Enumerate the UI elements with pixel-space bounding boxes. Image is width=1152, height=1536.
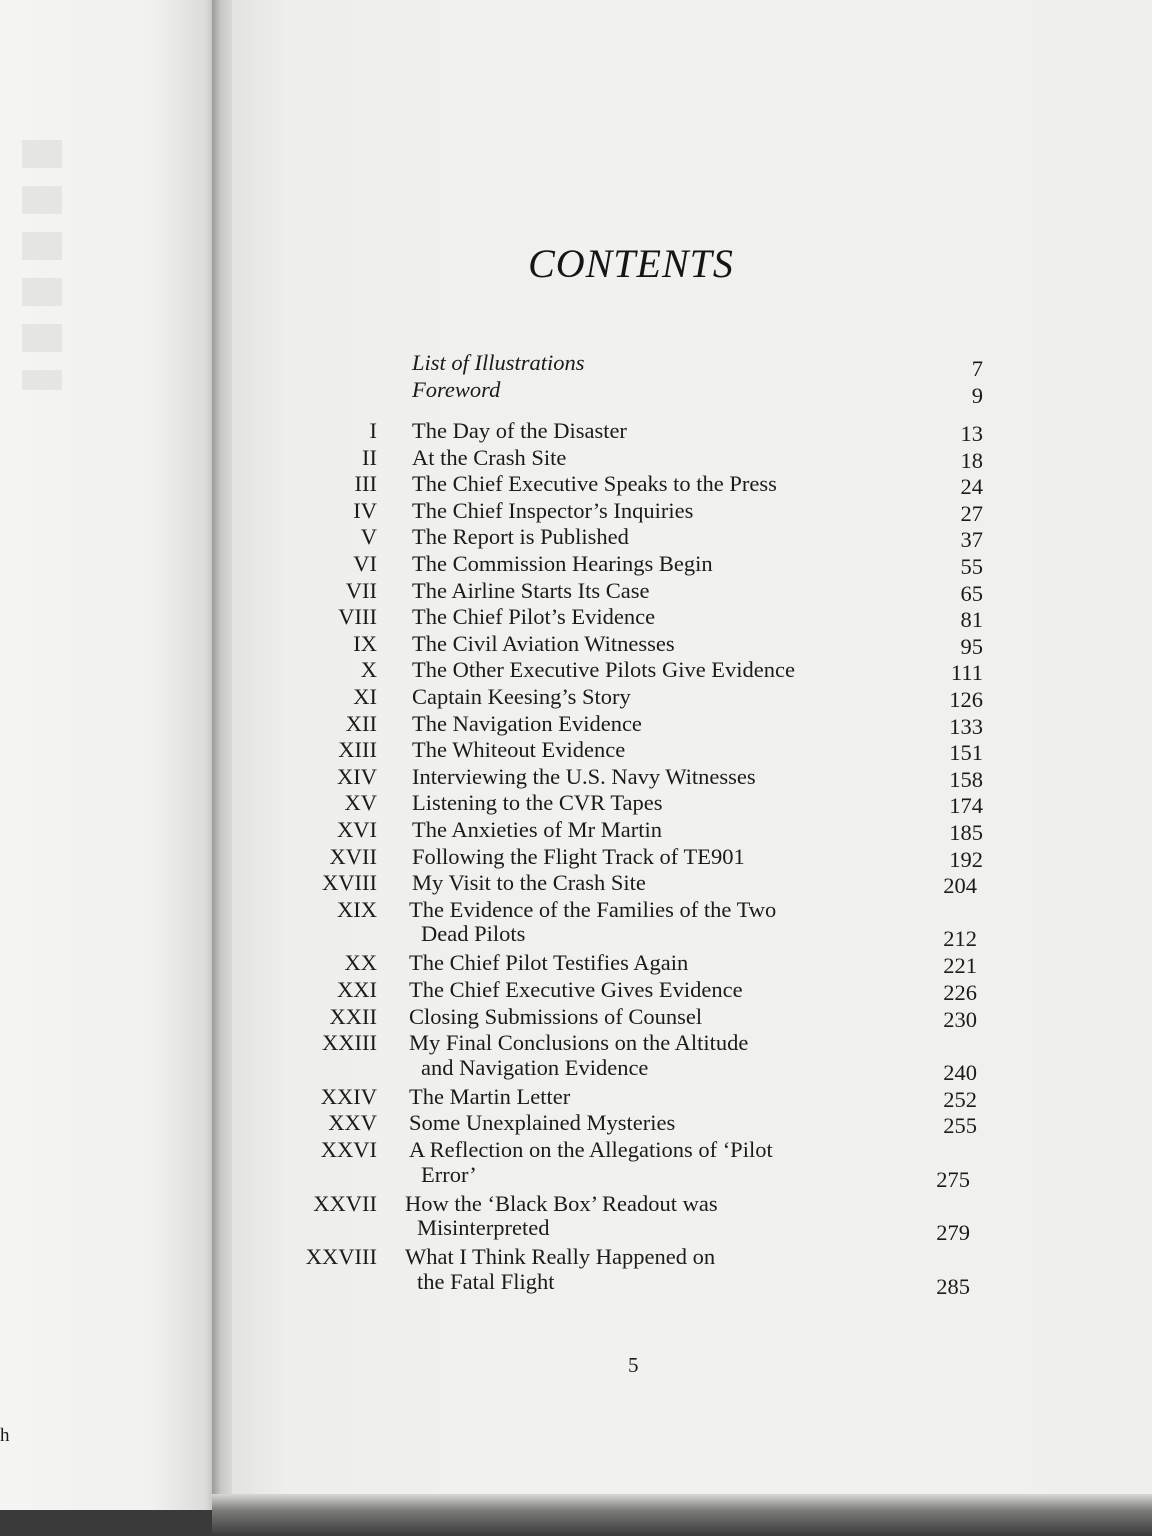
chapter-page-number: 230 bbox=[943, 1006, 977, 1032]
chapter-page-number: 158 bbox=[949, 766, 983, 792]
chapter-numeral: X bbox=[360, 657, 377, 683]
front-matter-title: Foreword bbox=[412, 376, 501, 402]
chapter-numeral: III bbox=[354, 471, 377, 497]
chapter-page-number: 285 bbox=[936, 1273, 970, 1299]
chapter-numeral: XIX bbox=[337, 896, 377, 922]
chapter-page-number: 252 bbox=[943, 1086, 977, 1112]
chapter-title: The Commission Hearings Begin bbox=[412, 551, 713, 576]
chapter-page-number: 81 bbox=[960, 607, 983, 633]
chapter-title: Closing Submissions of Counsel bbox=[409, 1003, 703, 1029]
chapter-page-number: 18 bbox=[960, 447, 983, 473]
chapter-page-number: 24 bbox=[960, 474, 983, 500]
chapter-numeral: XIV bbox=[337, 763, 377, 789]
chapter-title: The Day of the Disaster bbox=[412, 418, 627, 443]
chapter-numeral: VI bbox=[353, 551, 377, 576]
chapter-numeral: XII bbox=[345, 710, 377, 736]
chapter-numeral: VII bbox=[345, 577, 377, 603]
chapter-title: Misinterpreted bbox=[417, 1215, 550, 1241]
chapter-numeral: XIII bbox=[338, 737, 377, 763]
chapter-title: My Final Conclusions on the Altitude bbox=[409, 1030, 749, 1056]
chapter-page-number: 126 bbox=[949, 687, 983, 712]
chapter-numeral: XVIII bbox=[322, 870, 377, 896]
chapter-numeral: XV bbox=[344, 790, 377, 816]
chapter-page-number: 185 bbox=[949, 820, 983, 845]
chapter-page-number: 174 bbox=[949, 793, 983, 819]
chapter-title: and Navigation Evidence bbox=[421, 1054, 649, 1080]
chapter-title: A Reflection on the Allegations of ‘Pilot bbox=[409, 1137, 773, 1162]
chapter-title: The Chief Executive Speaks to the Press bbox=[412, 471, 777, 497]
chapter-page-number: 221 bbox=[943, 953, 977, 979]
chapter-numeral: XX bbox=[344, 950, 377, 976]
chapter-numeral: XVII bbox=[329, 843, 377, 869]
chapter-title: The Other Executive Pilots Give Evidence bbox=[412, 657, 796, 683]
chapter-title: The Evidence of the Families of the Two bbox=[409, 896, 777, 922]
chapter-numeral: XXII bbox=[329, 1003, 377, 1029]
chapter-title: Error’ bbox=[421, 1161, 477, 1187]
chapter-title: Following the Flight Track of TE901 bbox=[412, 843, 745, 869]
chapter-page-number: 226 bbox=[943, 980, 977, 1005]
chapter-page-number: 240 bbox=[943, 1059, 977, 1085]
chapter-title: What I Think Really Happened on bbox=[405, 1244, 716, 1270]
chapter-title: The Chief Pilot’s Evidence bbox=[412, 604, 656, 630]
chapter-title: At the Crash Site bbox=[412, 444, 567, 470]
chapter-numeral: II bbox=[362, 444, 377, 470]
chapter-page-number: 204 bbox=[943, 873, 977, 899]
chapter-numeral: XXVIII bbox=[305, 1244, 377, 1270]
chapter-page-number: 111 bbox=[950, 660, 983, 686]
chapter-numeral: XI bbox=[353, 684, 377, 709]
chapter-title: The Martin Letter bbox=[409, 1083, 571, 1109]
chapter-page-number: 55 bbox=[960, 554, 983, 579]
chapter-page-number: 275 bbox=[936, 1166, 970, 1192]
chapter-title: The Civil Aviation Witnesses bbox=[412, 630, 675, 656]
front-matter-page: 9 bbox=[971, 382, 983, 408]
front-matter-page: 7 bbox=[971, 356, 983, 381]
chapter-page-number: 133 bbox=[949, 713, 983, 739]
page-bottom-edge bbox=[212, 1494, 1152, 1536]
chapter-page-number: 13 bbox=[960, 421, 983, 446]
front-matter-title: List of Illustrations bbox=[412, 350, 585, 375]
chapter-title: The Navigation Evidence bbox=[412, 710, 642, 736]
page-title: CONTENTS bbox=[528, 241, 734, 286]
chapter-title: Listening to the CVR Tapes bbox=[412, 790, 663, 816]
chapter-title: The Chief Executive Gives Evidence bbox=[409, 977, 743, 1002]
chapter-numeral: XXVII bbox=[313, 1190, 377, 1216]
left-page-text-fragment: h bbox=[0, 1425, 10, 1446]
chapter-page-number: 255 bbox=[943, 1113, 977, 1139]
chapter-title: The Chief Inspector’s Inquiries bbox=[412, 497, 694, 523]
chapter-page-number: 192 bbox=[949, 846, 983, 872]
chapter-numeral: XVI bbox=[337, 817, 377, 842]
chapter-page-number: 95 bbox=[960, 633, 983, 659]
chapter-numeral: VIII bbox=[338, 604, 377, 630]
chapter-title: The Report is Published bbox=[412, 524, 629, 550]
chapter-title: The Anxieties of Mr Martin bbox=[412, 817, 662, 842]
show-through-print bbox=[22, 140, 62, 390]
chapter-title: My Visit to the Crash Site bbox=[412, 870, 646, 896]
chapter-title: Some Unexplained Mysteries bbox=[409, 1110, 676, 1136]
chapter-title: the Fatal Flight bbox=[417, 1268, 555, 1294]
chapter-page-number: 27 bbox=[960, 500, 983, 526]
chapter-page-number: 151 bbox=[949, 740, 983, 766]
chapter-page-number: 65 bbox=[960, 580, 983, 606]
chapter-title: How the ‘Black Box’ Readout was bbox=[405, 1190, 718, 1216]
chapter-numeral: XXV bbox=[328, 1110, 377, 1136]
chapter-title: The Airline Starts Its Case bbox=[412, 577, 650, 603]
chapter-title: Captain Keesing’s Story bbox=[412, 684, 631, 709]
chapter-page-number: 37 bbox=[960, 527, 983, 553]
chapter-title: Dead Pilots bbox=[421, 921, 526, 947]
chapter-title: The Whiteout Evidence bbox=[412, 737, 626, 763]
chapter-numeral: V bbox=[360, 524, 377, 550]
chapter-numeral: IX bbox=[353, 630, 377, 656]
chapter-page-number: 279 bbox=[936, 1220, 970, 1246]
chapter-numeral: XXIII bbox=[322, 1030, 377, 1056]
page-number: 5 bbox=[628, 1353, 639, 1377]
chapter-numeral: XXI bbox=[337, 977, 377, 1002]
chapter-numeral: IV bbox=[353, 497, 377, 523]
left-facing-page bbox=[0, 0, 218, 1510]
chapter-numeral: XXIV bbox=[320, 1083, 377, 1109]
chapter-numeral: I bbox=[369, 418, 377, 443]
chapter-numeral: XXVI bbox=[320, 1137, 377, 1162]
chapter-title: The Chief Pilot Testifies Again bbox=[409, 950, 689, 976]
chapter-page-number: 212 bbox=[943, 926, 977, 952]
chapter-title: Interviewing the U.S. Navy Witnesses bbox=[412, 763, 756, 789]
